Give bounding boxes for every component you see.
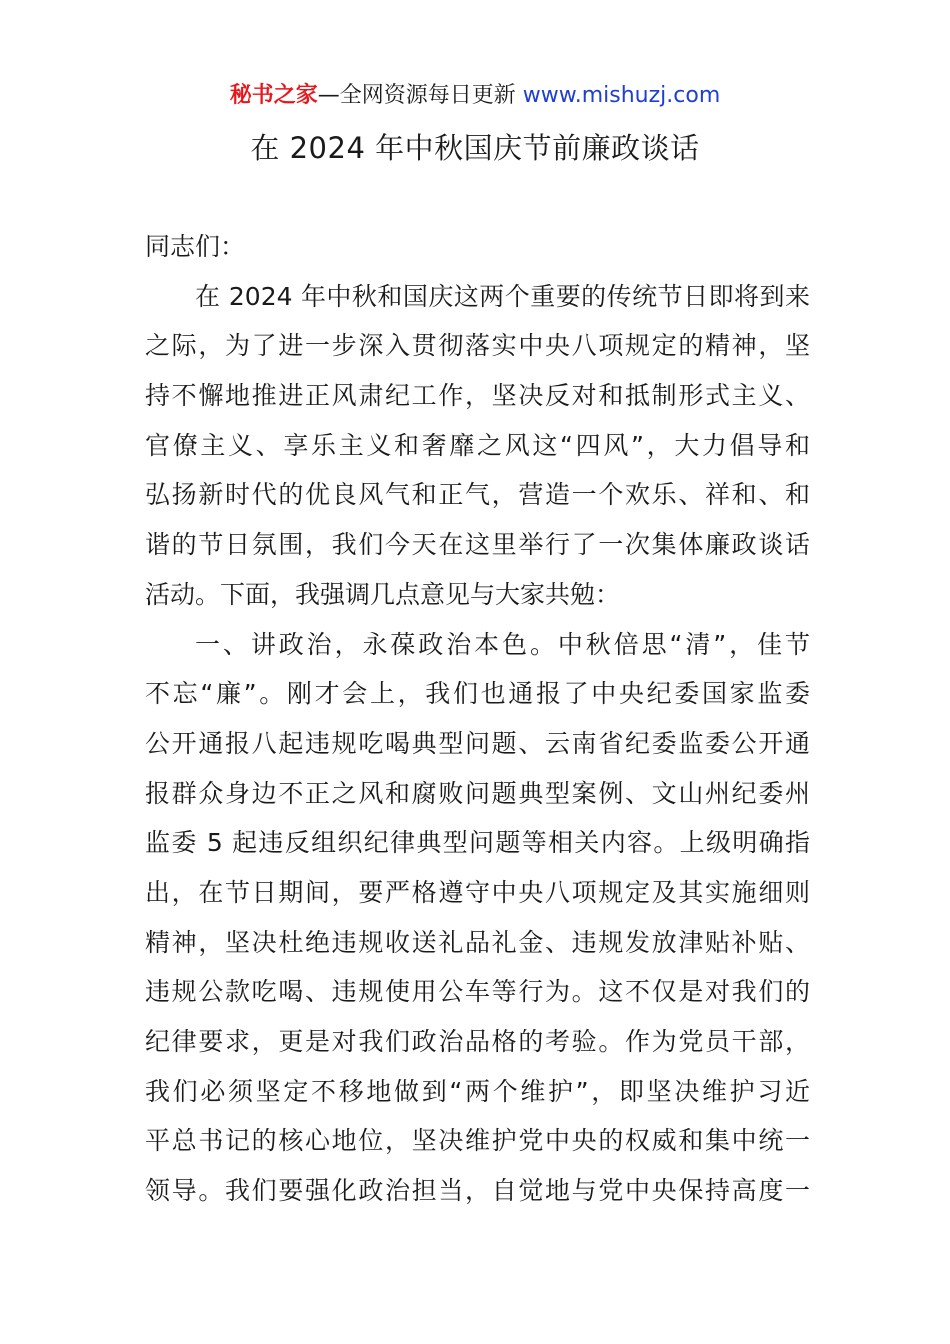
paragraph-line: 持不懈地推进正风肃纪工作，坚决反对和抵制形式主义、 — [145, 381, 810, 411]
paragraph-line: 之际，为了进一步深入贯彻落实中央八项规定的精神，坚 — [145, 331, 810, 361]
document-body — [145, 222, 810, 1216]
document-title: 在 2024 年中秋国庆节前廉政谈话 — [250, 131, 700, 165]
paragraph-line: 报群众身边不正之风和腐败问题典型案例、文山州纪委州 — [145, 778, 810, 808]
paragraph-line: 纪律要求，更是对我们政治品格的考验。作为党员干部， — [145, 1027, 810, 1056]
site-header — [0, 80, 950, 112]
header-tagline: —全网资源每日更新 — [317, 83, 523, 108]
paragraph-line: 出，在节日期间，要严格遵守中央八项规定及其实施细则 — [145, 877, 810, 907]
paragraph-line: 平总书记的核心地位，坚决维护党中央的权威和集中统一 — [145, 1126, 810, 1156]
greeting-line: 同志们： — [145, 232, 246, 261]
paragraph-line: 公开通报八起违规吃喝典型问题、云南省纪委监委公开通 — [145, 728, 810, 758]
paragraph-line: 监委 5 起违反组织纪律典型问题等相关内容。上级明确指 — [145, 828, 810, 858]
paragraph-line: 一、讲政治，永葆政治本色。中秋倍思“清”，佳节 — [195, 629, 810, 659]
paragraph-line: 弘扬新时代的优良风气和正气，营造一个欢乐、祥和、和 — [145, 480, 810, 510]
paragraph-line: 违规公款吃喝、违规使用公车等行为。这不仅是对我们的 — [145, 977, 810, 1007]
paragraph-line: 我们必须坚定不移地做到“两个维护”，即坚决维护习近 — [145, 1076, 810, 1106]
paragraph-line: 精神，坚决杜绝违规收送礼品礼金、违规发放津贴补贴、 — [145, 927, 810, 957]
paragraph-line: 领导。我们要强化政治担当，自觉地与党中央保持高度一 — [145, 1176, 810, 1206]
brand-name: 秘书之家 — [229, 83, 318, 108]
site-url-link[interactable]: www.mishuzj.com — [522, 83, 721, 108]
paragraph-line: 谐的节日氛围，我们今天在这里举行了一次集体廉政谈话 — [145, 530, 810, 560]
paragraph-line: 在 2024 年中秋和国庆这两个重要的传统节日即将到来 — [195, 281, 810, 311]
paragraph-line: 官僚主义、享乐主义和奢靡之风这“四风”，大力倡导和 — [145, 430, 810, 460]
paragraph-line: 活动。下面，我强调几点意见与大家共勉： — [145, 579, 621, 609]
paragraph-line: 不忘“廉”。刚才会上，我们也通报了中央纪委国家监委 — [145, 679, 810, 709]
